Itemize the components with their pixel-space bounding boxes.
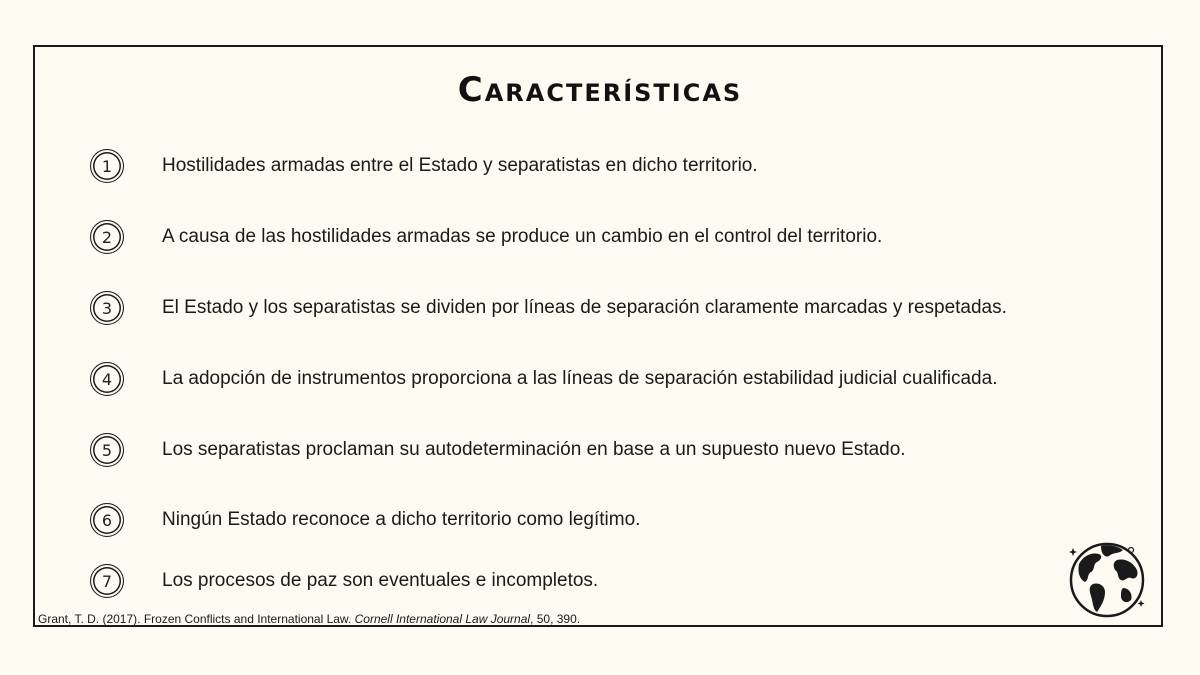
- item-text: Los procesos de paz son eventuales e incompletos.: [162, 570, 599, 591]
- item-text: La adopción de instrumentos proporciona a las líneas de separación estabilidad judicial cualificada.: [162, 368, 998, 389]
- list-item: [90, 146, 758, 186]
- number-badge: 6: [90, 503, 124, 537]
- number-badge: 2: [90, 220, 124, 254]
- citation-prefix: Grant, T. D. (2017). Frozen Conflicts and International Law.: [38, 612, 355, 626]
- list-item: [90, 500, 640, 540]
- item-text: Ningún Estado reconoce a dicho territorio como legítimo.: [162, 509, 641, 530]
- list-item: [90, 359, 997, 399]
- item-text: El Estado y los separatistas se dividen por líneas de separación claramente marcadas y respetadas.: [162, 297, 1007, 318]
- item-text: A causa de las hostilidades armadas se produce un cambio en el control del territorio.: [162, 226, 883, 247]
- slide-title: Características: [457, 70, 743, 110]
- item-text: Los separatistas proclaman su autodeterminación en base a un supuesto nuevo Estado.: [162, 439, 906, 460]
- citation-suffix: , 50, 390.: [530, 612, 581, 626]
- number-badge: 7: [90, 564, 124, 598]
- number-badge: 5: [90, 433, 124, 467]
- list-item: [90, 430, 906, 470]
- item-text: Hostilidades armadas entre el Estado y separatistas en dicho territorio.: [162, 155, 758, 176]
- number-badge: 3: [90, 291, 124, 325]
- citation-journal: Cornell International Law Journal: [354, 612, 531, 626]
- citation: [38, 612, 580, 626]
- number-badge: 4: [90, 362, 124, 396]
- number-badge: 1: [90, 149, 124, 183]
- list-item: [90, 288, 1007, 328]
- list-item: [90, 217, 882, 257]
- list-item: [90, 561, 598, 601]
- globe-icon: [1063, 540, 1153, 622]
